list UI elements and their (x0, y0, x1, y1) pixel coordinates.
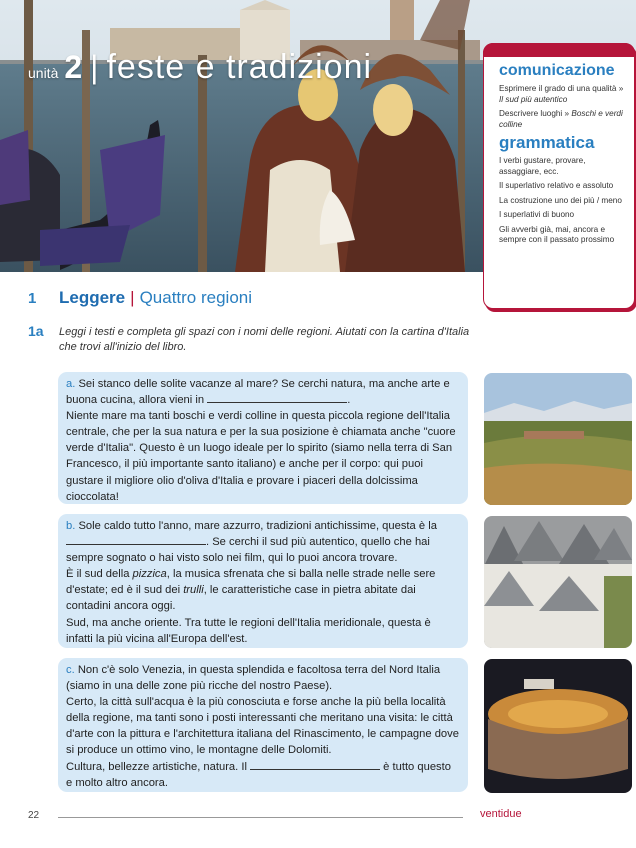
text-box-a: a. Sei stanco delle solite vacanze al mare? Se cerchi natura, ma anche arte e buona cucina, allora vieni in . Niente mare ma tanti boschi e verdi colline in questa piccola regione dell'Italia centrale, che per la sua natura e per la sua posizione è chiamata anche "cuore verde d'Italia". Questo è un luogo ideale per lo spirito (siamo nella terra di San Francesco, il più importante santo italiano) e anche per il corpo: qui puoi gustare il migliore olio d'oliva d'Italia e provare i piaceri della dolcissima cioccolata! (58, 372, 468, 504)
answer-blank[interactable] (250, 759, 380, 770)
grammar-heading: grammatica (499, 133, 595, 152)
communication-item: Esprimere il grado di una qualità » Il sud più autentico (499, 84, 624, 104)
grammar-item: Il superlativo relativo e assoluto (499, 181, 614, 190)
trulli-photo (484, 516, 632, 648)
unit-label: unità (28, 65, 59, 81)
section-title-main: Leggere (59, 288, 126, 307)
exercise-instruction: Leggi i testi e completa gli spazi con i nomi delle regioni. Aiutati con la cartina d'Italia che trovi all'inizio del libro. (59, 326, 470, 353)
text-c-paragraph-3: Cultura, bellezze artistiche, natura. Il è tutto questo e molto altro ancora. (66, 760, 451, 789)
grammar-item: I verbi gustare, provare, assaggiare, ecc. (499, 156, 586, 176)
unit-title (28, 48, 372, 87)
footer-divider (58, 817, 463, 818)
text-a-line1: Sei stanco delle solite vacanze al mare? Se cerchi natura, ma anche arte e buona cucina, allora vieni in (66, 378, 450, 407)
text-label: a. (66, 378, 76, 390)
unit-name: feste e tradizioni (106, 48, 373, 86)
section-subtitle: Quattro regioni (139, 288, 253, 307)
answer-blank[interactable] (66, 534, 206, 545)
unit-separator: | (90, 49, 99, 85)
page-number-word: ventidue (480, 808, 522, 820)
communication-item: Descrivere luoghi » Boschi e verdi colline (499, 109, 623, 129)
grammar-item: Gli avverbi già, mai, ancora e sempre con il passato prossimo (499, 224, 615, 244)
text-c-paragraph-2: Certo, la città sull'acqua è la più conosciuta e forse anche la più bella località della regione, ma tanti sono i posti interessanti che meritano una visita: le città d'arte con la pittura e l'architettura italiana del Rinascimento, le campagne dove si produce un ottimo vino, le montagne delle Dolomiti. (66, 696, 459, 757)
grammar-item: La costruzione uno dei più / meno (499, 195, 622, 205)
text-b-line1: Sole caldo tutto l'anno, mare azzurro, tradizioni antichissime, questa è la (78, 520, 437, 532)
text-box-c (58, 658, 468, 792)
text-a-body: Niente mare ma tanti boschi e verdi colline in questa piccola regione dell'Italia centrale, che per la sua natura e per la sua posizione è chiamata anche "cuore verde d'Italia". Questo è un luogo ideale per lo spirito (siamo nella terra di San Francesco, il più importante santo italiano) e anche per il corpo: qui puoi gustare il migliore olio d'oliva d'Italia e provare i piaceri della dolcissima cioccolata! (66, 410, 456, 503)
text-c-paragraph-1: Non c'è solo Venezia, in questa splendida e facoltosa terra del Nord Italia (siamo in una delle zone più ricche del nostro Paese). (66, 664, 441, 693)
section-title (59, 288, 252, 308)
umbria-landscape-photo (484, 373, 632, 505)
text-b-paragraph-2: È il sud della pizzica, la musica sfrenata che si balla nelle strade nelle sere d'estate; ed è il sud dei trulli, le caratteristiche case in pietra abitate dai contadini ancora oggi. (66, 568, 436, 613)
section-separator: | (130, 288, 135, 307)
communication-heading: comunicazione (499, 62, 615, 79)
objectives-tab (483, 43, 635, 57)
section-number: 1 (28, 290, 37, 307)
unit-objectives-box (483, 43, 635, 309)
unit-number: 2 (64, 49, 83, 85)
text-box-b (58, 514, 468, 648)
exercise-number: 1a (28, 323, 44, 339)
answer-blank[interactable] (207, 392, 347, 403)
text-b-line2: . Se cerchi il sud più autentico, quello che hai sempre sognato o hai visto solo nei film, qui lo puoi ancora trovare. (66, 536, 430, 565)
grammar-item: I superlativi di buono (499, 210, 575, 219)
text-b-paragraph-3: Sud, ma anche oriente. Tra tutte le regioni dell'Italia meridionale, questa è infatti la più vicina all'Europa dell'est. (66, 616, 431, 645)
page-number: 22 (28, 810, 40, 821)
verona-arena-photo (484, 659, 632, 793)
text-label: c. (66, 664, 75, 676)
text-label: b. (66, 520, 76, 532)
